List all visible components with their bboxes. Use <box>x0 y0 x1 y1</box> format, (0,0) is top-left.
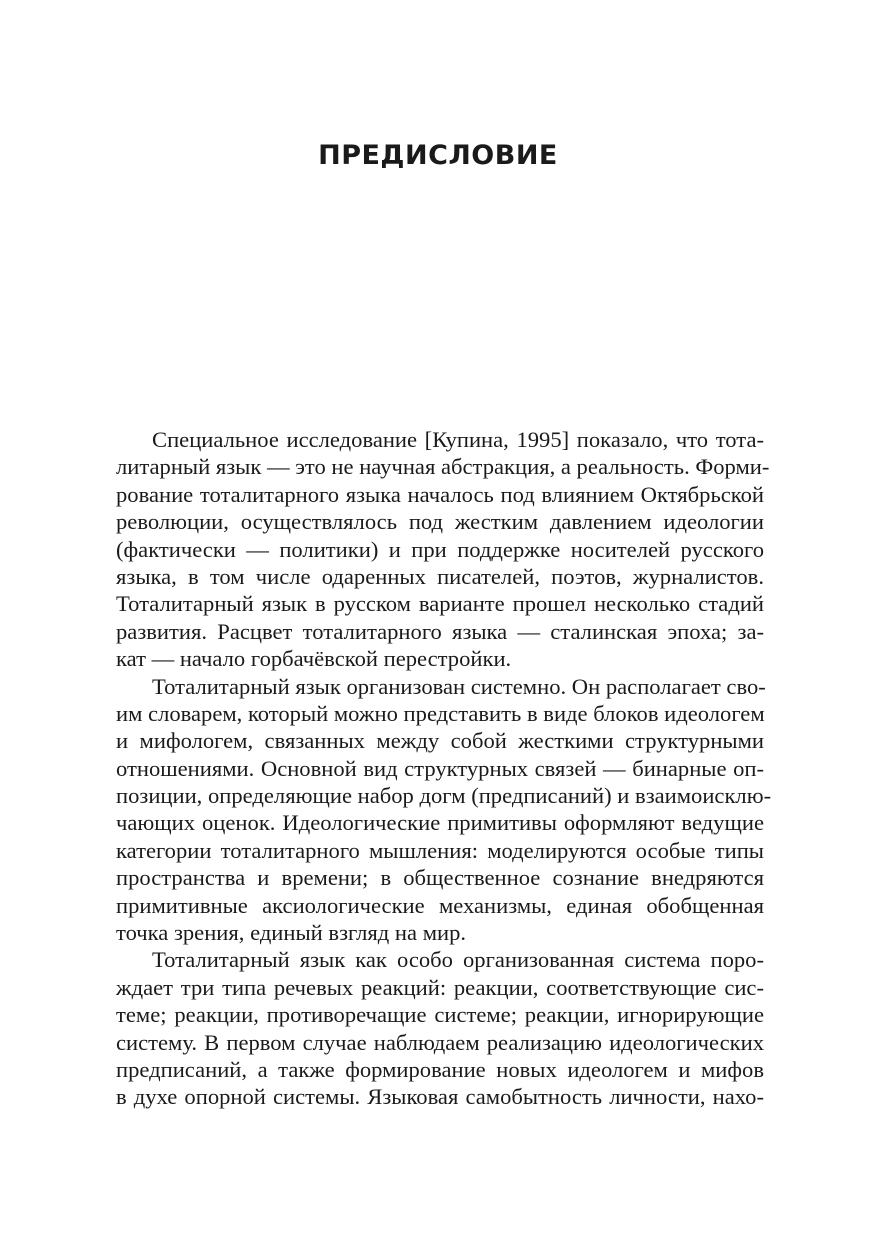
text-line: примитивные аксиологические механизмы, единая обобщенная <box>116 892 764 918</box>
text-line: и мифологем, связанных между собой жесткими структурными <box>116 728 764 754</box>
paragraph-1 <box>116 426 770 673</box>
text-line: Тоталитарный язык в русском варианте прошел несколько стадий <box>116 591 764 617</box>
text-line: теме; реакции, противоречащие системе; реакции, игнорирующие <box>116 1002 764 1028</box>
text-line: литарный язык — это не научная абстракция, а реальность. Форми- <box>116 454 770 480</box>
paragraph-2 <box>116 673 772 947</box>
text-line: предписаний, а также формирование новых идеологем и мифов <box>116 1056 764 1082</box>
text-line: позиции, определяющие набор догм (предписаний) и взаимоисклю- <box>116 783 772 809</box>
text-line: чающих оценок. Идеологические примитивы оформляют ведущие <box>116 810 764 836</box>
text-line: ждает три типа речевых реакций: реакции, соответствующие сис- <box>116 974 764 1000</box>
text-line: им словарем, который можно представить в виде блоков идеологем <box>116 700 765 726</box>
text-line: точка зрения, единый взгляд на мир. <box>116 920 467 946</box>
paragraph-3 <box>116 946 764 1110</box>
text-line: кат — начало горбачёвской перестройки. <box>116 646 512 672</box>
page-title: ПРЕДИСЛОВИЕ <box>318 140 558 171</box>
body-text <box>116 426 772 1111</box>
text-line: Тоталитарный язык организован системно. Он располагает сво- <box>152 673 766 699</box>
text-line: Тоталитарный язык как особо организованная система поро- <box>152 947 764 973</box>
text-line: пространства и времени; в общественное сознание внедряются <box>116 865 764 891</box>
text-line: категории тоталитарного мышления: моделируются особые типы <box>116 837 764 863</box>
text-line: отношениями. Основной вид структурных связей — бинарные оп- <box>116 755 764 781</box>
text-line: (фактически — политики) и при поддержке носителей русского <box>116 536 764 562</box>
text-line: революции, осуществлялось под жестким давлением идеологии <box>116 509 764 535</box>
text-line: языка, в том числе одаренных писателей, поэтов, журналистов. <box>116 563 764 589</box>
text-line: Специальное исследование [Купина, 1995] показало, что тота- <box>152 427 764 452</box>
text-line: рование тоталитарного языка началось под влиянием Октябрьской <box>116 481 764 507</box>
text-line: систему. В первом случае наблюдаем реализацию идеологических <box>116 1029 764 1055</box>
text-line: в духе опорной системы. Языковая самобытность личности, нахо- <box>116 1084 764 1110</box>
text-line: развития. Расцвет тоталитарного языка — сталинская эпоха; за- <box>116 618 764 644</box>
